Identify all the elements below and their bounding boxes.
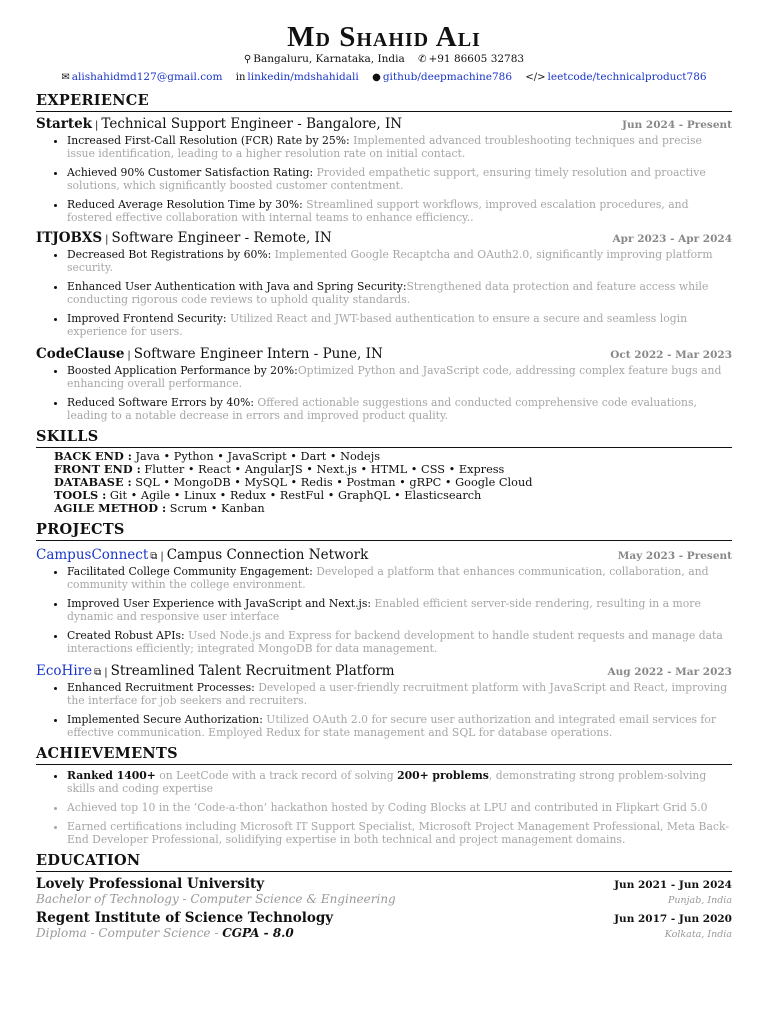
project-desc: Streamlined Talent Recruitment Platform [110, 663, 395, 679]
school-name: Regent Institute of Science Technology [36, 910, 334, 926]
experience-date: Jun 2024 - Present [622, 119, 732, 131]
skill-row: BACK END : Java • Python • JavaScript • Dart • Nodejs [54, 449, 381, 463]
projects-heading: PROJECTS [36, 521, 732, 541]
list-item: • Enhanced User Authentication with Java and Spring Security:Strengthened data protection and feature access while conducting rigorous code reviews to uphold quality standards. [67, 280, 732, 306]
project-entry-campusconnect: CampusConnect ⧉ | Campus Connection Network May 2023 - Present • Facilitated College Community Engagement: Developed a platform that enhances communication, collaboration, and community within the college environment. • Improved User Experience with JavaScript and Next.js: Enabled efficient server-side rendering, resulting in a more dynamic and responsive user interface • Created Robust APIs: Used Node.js and Express for backend development to handle student requests and manage data interactions efficiently; integrated MongoDB for data management. [36, 547, 732, 655]
school-name: Lovely Professional University [36, 876, 265, 892]
experience-date: Oct 2022 - Mar 2023 [610, 349, 732, 361]
project-date: Aug 2022 - Mar 2023 [607, 666, 732, 678]
code-icon: </> [525, 72, 546, 83]
achievements-heading: ACHIEVEMENTS [36, 745, 732, 765]
experience-date: Apr 2023 - Apr 2024 [612, 233, 732, 245]
project-entry-ecohire: EcoHire ⧉ | Streamlined Talent Recruitment Platform Aug 2022 - Mar 2023 • Enhanced Recruitment Processes: Developed a user-friendly recruitment platform with JavaScript and React, improving the interface for job seekers and recruiters. • Implemented Secure Authorization: Utilized OAuth 2.0 for secure user authorization and integrated email services for effective communication. Employed Redux for state management and SQL for database operations. [36, 663, 732, 739]
experience-role: Technical Support Engineer - Bangalore, IN [101, 116, 403, 132]
leetcode-link[interactable]: leetcode/technicalproduct786 [547, 71, 707, 83]
education-entry-regent [36, 910, 732, 940]
education-location: Punjab, India [667, 895, 732, 906]
skill-row: DATABASE : SQL • MongoDB • MySQL • Redis • Postman • gRPC • Google Cloud [54, 475, 533, 489]
experience-role: Software Engineer - Remote, IN [111, 230, 332, 246]
experience-org: CodeClause [36, 346, 125, 362]
cgpa-text: CGPA - 8.0 [222, 926, 294, 940]
list-item: • Earned certifications including Microsoft IT Support Specialist, Microsoft Project Management Professional, Meta Back-End Developer Professional, solidifying expertise in both technical and project management domains. [67, 820, 732, 846]
degree-text: Diploma - Computer Science - CGPA - 8.0 [36, 926, 294, 940]
contact-line-1 [36, 52, 732, 67]
github-icon: ● [372, 72, 381, 83]
experience-role: Software Engineer Intern - Pune, IN [133, 346, 383, 362]
list-item: • Ranked 1400+ on LeetCode with a track record of solving 200+ problems, demonstrating strong problem-solving skills and coding expertise [67, 769, 732, 795]
skill-row: AGILE METHOD : Scrum • Kanban [54, 501, 265, 515]
education-entry-lpu [36, 876, 732, 906]
education-date: Jun 2017 - Jun 2020 [614, 913, 732, 925]
project-date: May 2023 - Present [617, 550, 732, 562]
location-text: Bangaluru, Karnataka, India [253, 53, 405, 65]
list-item: • Decreased Bot Registrations by 60%: Implemented Google Recaptcha and OAuth2.0, significantly improving platform security. [67, 248, 732, 274]
experience-entry-startek: Startek | Technical Support Engineer - Bangalore, IN Jun 2024 - Present • Increased First-Call Resolution (FCR) Rate by 25%: Implemented advanced troubleshooting techniques and precise issue identification, leading to a higher resolution rate on initial contact. • Achieved 90% Customer Satisfaction Rating: Provided empathetic support, ensuring timely resolution and proactive solutions, which significantly boosted customer contentment. • Reduced Average Resolution Time by 30%: Streamlined support workflows, improved escalation procedures, and fostered effective collaboration with internal teams to enhance efficiency.. [36, 116, 732, 224]
list-item: • Enhanced Recruitment Processes: Developed a user-friendly recruitment platform with JavaScript and React, improving the interface for job seekers and recruiters. [67, 681, 732, 707]
external-link-icon: ⧉ [94, 667, 102, 678]
list-item: • Improved Frontend Security: Utilized React and JWT-based authentication to ensure a secure and seamless login experience for users. [67, 312, 732, 338]
list-item: • Reduced Average Resolution Time by 30%: Streamlined support workflows, improved escalation procedures, and fostered effective collaboration with internal teams to enhance efficiency.. [67, 198, 732, 224]
experience-org: Startek [36, 116, 93, 132]
phone-text: +91 86605 32783 [428, 53, 525, 65]
project-desc: Campus Connection Network [166, 547, 369, 563]
contact-line-2 [36, 69, 732, 86]
envelope-icon: ✉ [61, 72, 70, 83]
candidate-name: Md Shahid Ali [287, 21, 481, 53]
list-item: • Implemented Secure Authorization: Utilized OAuth 2.0 for secure user authorization and integrated email services for effective communication. Employed Redux for state management and SQL for database operations. [67, 713, 732, 739]
skill-row: TOOLS : Git • Agile • Linux • Redux • RestFul • GraphQL • Elasticsearch [54, 488, 482, 502]
education-location: Kolkata, India [664, 929, 732, 940]
experience-heading: EXPERIENCE [36, 92, 732, 112]
list-item: • Boosted Application Performance by 20%:Optimized Python and JavaScript code, addressing complex feature bugs and enhancing overall performance. [67, 364, 732, 390]
experience-entry-itjobxs: ITJOBXS | Software Engineer - Remote, IN Apr 2023 - Apr 2024 • Decreased Bot Registrations by 60%: Implemented Google Recaptcha and OAuth2.0, significantly improving platform security. • Enhanced User Authentication with Java and Spring Security:Strengthened data protection and feature access while conducting rigorous code reviews to uphold quality standards. • Improved Frontend Security: Utilized React and JWT-based authentication to ensure a secure and seamless login experience for users. [36, 230, 732, 338]
list-item: • Improved User Experience with JavaScript and Next.js: Enabled efficient server-side rendering, resulting in a more dynamic and responsive user interface [67, 597, 732, 623]
skill-row: FRONT END : Flutter • React • AngularJS • Next.js • HTML • CSS • Express [54, 462, 505, 476]
list-item: • Achieved 90% Customer Satisfaction Rating: Provided empathetic support, ensuring timely resolution and proactive solutions, which significantly boosted customer contentment. [67, 166, 732, 192]
skills-heading: SKILLS [36, 428, 732, 448]
experience-entry-codeclause: CodeClause | Software Engineer Intern - Pune, IN Oct 2022 - Mar 2023 • Boosted Application Performance by 20%:Optimized Python and JavaScript code, addressing complex feature bugs and enhancing overall performance. • Reduced Software Errors by 40%: Offered actionable suggestions and conducted comprehensive code evaluations, leading to a notable decrease in errors and improved product quality. [36, 346, 732, 422]
location-pin-icon: ⚲ [243, 54, 252, 65]
phone-icon: ✆ [418, 54, 427, 65]
project-link[interactable]: EcoHire [36, 663, 93, 679]
external-link-icon: ⧉ [150, 551, 158, 562]
list-item: • Facilitated College Community Engagement: Developed a platform that enhances communication, collaboration, and community within the college environment. [67, 565, 732, 591]
list-item: • Reduced Software Errors by 40%: Offered actionable suggestions and conducted comprehensive code evaluations, leading to a notable decrease in errors and improved product quality. [67, 396, 732, 422]
email-link[interactable]: alishahidmd127@gmail.com [71, 71, 223, 83]
project-link[interactable]: CampusConnect [36, 547, 149, 563]
education-heading: EDUCATION [36, 852, 732, 872]
linkedin-link[interactable]: linkedin/mdshahidali [247, 71, 359, 83]
linkedin-icon: in [235, 72, 246, 83]
education-date: Jun 2021 - Jun 2024 [614, 879, 732, 891]
degree-text: Bachelor of Technology - Computer Science & Engineering [36, 892, 396, 906]
list-item: • Created Robust APIs: Used Node.js and Express for backend development to handle student requests and manage data interactions efficiently; integrated MongoDB for data management. [67, 629, 732, 655]
list-item: • Achieved top 10 in the ‘Code-a-thon’ hackathon hosted by Coding Blocks at LPU and contributed in Flipkart Grid 5.0 [67, 801, 732, 814]
github-link[interactable]: github/deepmachine786 [382, 71, 513, 83]
experience-org: ITJOBXS [36, 230, 103, 246]
skills-list [36, 450, 732, 515]
list-item: • Increased First-Call Resolution (FCR) Rate by 25%: Implemented advanced troubleshooting techniques and precise issue identification, leading to a higher resolution rate on initial contact. [67, 134, 732, 160]
